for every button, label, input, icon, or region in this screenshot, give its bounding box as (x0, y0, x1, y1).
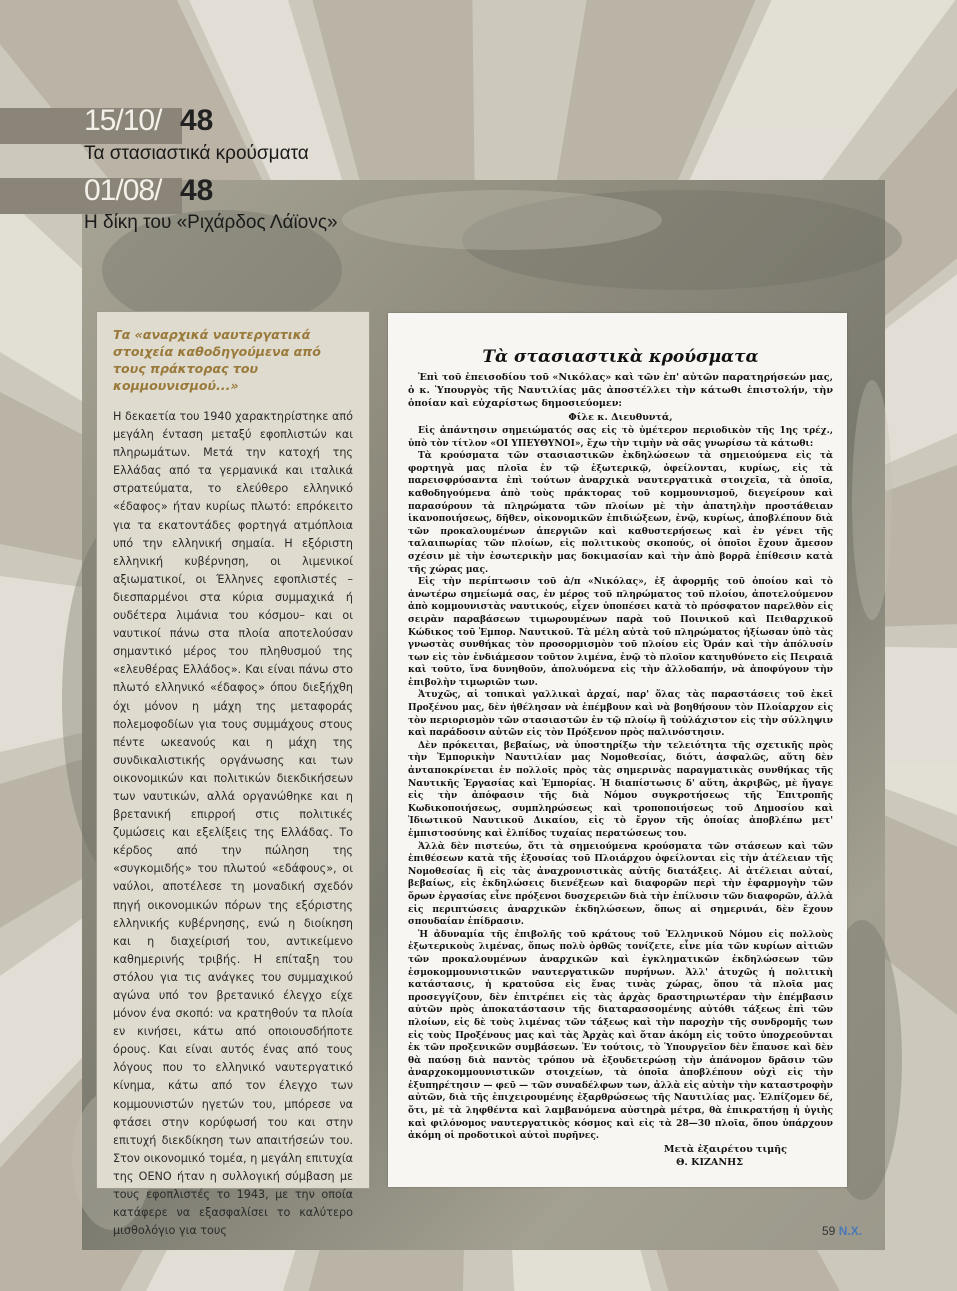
clipping-greeting: Φίλε κ. Διευθυντά, (568, 412, 673, 423)
sidebar-body: Η δεκαετία του 1940 χαρακτηρίστηκε από μεγάλη ένταση μεταξύ εφοπλιστών και πληρωμάτων. Μετά την κατοχή της Ελλάδας από τα γερμανικά και ιταλικά στρατεύματα, το ελεύθερο ελληνικό «έδαφος» ήταν κυρίως πλωτό: επρόκειτο για τα εκατοντάδες φορτηγά ατμόπλοια υπό την ελληνική σημαία. Η εξόριστη ελληνική κυβέρνηση, οι λιμενικοί αξιωματικοί, οι Έλληνες εφοπλιστές –διεσπαρμένοι στα κύρια συμμαχικά ή ουδέτερα λιμάνια του κόσμου– και οι ναυτικοί πάνω στα πλοία αποτελούσαν σημαντικό μέρος του πληθυσμού της «ελευθέρας Ελλάδος». Και είναι πάνω στο πλωτό ελληνικό «έδαφος» όπου διεξήχθη όχι μόνον η μάχη της μεταφοράς πολεμοφοδίων για τους συμμάχους στους πέντε ωκεανούς και η μάχη της συνδικαλιστικής οργάνωσης και των οικονομικών και πολιτικών διεκδικήσεων των ναυτικών, αλλά οργανώθηκε και η βρετανική επιρροή στις πολιτικές ζυμώσεις και εξελίξεις της Ελλάδας. Το κέρδος από την πώληση της «συγκομιδής» του πλωτού «εδάφους», οι ναύλοι, αποτέλεσε τη μοναδική σχεδόν πηγή οικονομικών πόρων της εξόριστης ελληνικής κυβέρνησης, ενώ η διοίκηση και η διαχείρισή του, αντικείμενο καθημερινής τριβής. Η επίταξη του στόλου για τις ανάγκες του συμμαχικού αγώνα υπό τον βρετανικό έλεγχο είχε μόνον ένα σκοπό: να κρατηθούν τα πλοία εν κινήσει, κάτω από οποιουσδήποτε όρους. Και είναι αυτός ένας από τους λόγους που το ελληνικό ναυτεργατικό κίνημα, κάτω από τον έλεγχο των κομμουνιστών ηγετών του, μπόρεσε να φτάσει στην κορύφωσή του και στην επιτυχή διεκδίκηση των απαιτήσεών του. Στον οικονομικό τομέα, η μεγάλη επιτυχία της ΟΕΝΟ ήταν η συλλογική σύμβαση με τους εφοπλιστές το 1943, με την οποία κατάφερε να εξασφαλίσει το καλύτερο μισθολόγιο για τους (113, 410, 353, 1238)
entry2-title: Η δίκη του «Ριχάρδος Λάϊονς» (84, 212, 338, 233)
clipping-paragraph: Ἀτυχῶς, αἱ τοπικαὶ γαλλικαὶ ἀρχαί, παρ' ὅλας τὰς παραστάσεις τοῦ ἐκεῖ Προξένου μας, δὲν ἠθέλησαν νὰ ἐπέμβουν καὶ νὰ βοηθήσουν τὸν Πλοίαρχον εἰς τὸν περιορισμὸν τῶν στασιαστῶν ἐν τῷ πλοίῳ ἢ τοὐλάχιστον εἰς τὴν σύλληψιν καὶ παράδοσιν αὐτῶν εἰς τὸν Πρόξενον πρὸς παλινόστησιν. (408, 689, 833, 739)
clipping-paragraph: Εἰς τὴν περίπτωσιν τοῦ ἀ/π «Νικόλας», ἐξ ἀφορμῆς τοῦ ὁποίου καὶ τὸ ἀνωτέρω σημείωμά σας, ἐν μέρος τοῦ πληρώματος τοῦ πλοίου, ἀποτελούμενον ἀπὸ κομμουνιστὰς ναυτικούς, εἶχεν ὑποπέσει κατὰ τὸ πρόσφατον παρελθὸν εἰς σειρὰν παραβάσεων τιμωρουμένων παρὰ τοῦ Ποινικοῦ καὶ Πειθαρχικοῦ Κώδικος τοῦ Ἐμπορ. Ναυτικοῦ. Τὰ μέλη αὐτὰ τοῦ πληρώματος ἠξίωσαν ὑπὸ τὰς γνωστὰς συνθήκας τὸν προσορμισμὸν τοῦ πλοίου εἰς Ὀράν καὶ τὴν ἀπόλυσίν των εἰς τὸν ἐνδιάμεσον τοῦτον λιμένα, ἐνῷ τὸ πλοῖον κατηυθύνετο εἰς Πειραιᾶ καὶ τοῦτο, ἵνα δυνηθοῦν, ἀπολυόμενα εἰς τὴν ἀλλοδαπήν, νὰ ἀποφύγουν τὴν ἐπιβολὴν τιμωριῶν των. (408, 576, 833, 688)
entry1-date: 15/10/ (84, 104, 162, 137)
clipping-paragraph: Τὰ κρούσματα τῶν στασιαστικῶν ἐκδηλώσεων τὰ σημειούμενα εἰς τὰ φορτηγὰ μας πλοῖα ἐν τῷ ἐξωτερικῷ, ὀφείλονται, κυρίως, εἰς τὰ παρεισφρύσαντα ἐπὶ τούτων ἀναρχικὰ ναυτεργατικὰ στοιχεῖα, τὰ ὁποῖα, καθοδηγούμενα ἀπὸ τοὺς πράκτορας τοῦ κομμουνισμοῦ, διεγείρουν καὶ παρασύρουν τὰ πληρώματα τῶν πλοίων μὲ τὴν ἀπατηλὴν προστάθειαν ἱκανοποιήσεως, δῆθεν, οἰκονομικῶν ἐπιδιώξεων, ἐνῷ, κυρίως, ἀποβλέπουν διὰ τῶν προκαλουμένων ἀπεργιῶν καὶ καθυστερήσεως καὶ ἐν γένει τῆς ταλαιπωρίας τῶν πλοίων, εἰς πολιτικοὺς σκοπούς, οἱ ὁποῖοι ἔχουν ἄμεσον σχέσιν μὲ τὴν ἐσωτερικὴν μας δοκιμασίαν καὶ τὴν ἀπὸ βορρᾶ ἐπίθεσιν κατὰ τῆς χώρας μας. (408, 450, 833, 575)
clipping-paragraph: Ἡ ἀδυναμία τῆς ἐπιβολῆς τοῦ κράτους τοῦ Ἑλληνικοῦ Νόμου εἰς πολλοὺς ἐξωτερικοὺς λιμένας, ὅπως πολὺ ὀρθῶς τονίζετε, εἶνε μία τῶν κυρίων αἰτιῶν τῶν προκαλουμένων ἀναρχικῶν καὶ ἐγκληματικῶν ἐκδηλώσεων τῶν ἐσμοκομμουνιστικῶν ναυτεργατικῶν πυρήνων. Ἀλλ' ἀτυχῶς ἡ πολιτικὴ κατάστασις, ἡ κρατοῦσα εἰς ἕνας τινὰς χώρας, ὅπου τὰ πλοῖα μας προσεγγίζουν, δὲν ἐπιτρέπει εἰς τὰς ἀρχὰς δραστηριωτέραν τὴν ἐπέμβασιν αὐτῶν πρὸς ἀποκατάστασιν τῆς διαταρασσομένης αὐτόθι τάξεως ἐπὶ τῶν πλοίων, εἰς δὲ τοὺς λιμένας τῶν τάξεως καὶ τὴν παροχὴν τῆς συνδρομῆς των εἰς τοὺς Προξένους μας καὶ τὰς Ἀρχὰς καὶ ὅταν ἀκόμη εἰς τοῦτο ὑποχρεοῦνται ἐκ τῶν προξενικῶν συμβάσεων. Ἐν τούτοις, τὸ Ὑπουργεῖον δὲν ἔπαυσε καὶ δὲν θὰ παύσῃ διὰ παντὸς τρόπου νὰ ἐξουδετερώσῃ τὴν ἀπάνομον δρᾶσιν τῶν ἀναρχοκομμουνιστικῶν στοιχείων, τὰ ὁποῖα ἀποβλέπουν οὐχὶ εἰς τὴν ἐξυπηρέτησιν — φεῦ — τῶν συναδέλφων των, ἀλλὰ εἰς αὐτὴν τὴν καταστροφὴν αὐτῶν, διὰ τῆς ἐπιχειρουμένης ἐξαρθρώσεως τῆς Ναυτιλίας μας. Ἐλπίζομεν δέ, ὅτι, μὲ τὰ ληφθέντα καὶ λαμβανόμενα αὐστηρὰ μέτρα, θὰ ἐπικρατήσῃ ἡ ὑγιὴς καὶ φιλόνομος ναυτεργατικὸς κόσμος καὶ εἰς τὰ 28—30 πλοῖα, ὅπου ὑπάρχουν ἀκόμη οἱ προδοτικοὶ αὐτοὶ πυρῆνες. (408, 928, 833, 1142)
clipping-paragraph: Εἰς ἀπάντησιν σημειώματός σας εἰς τὸ ὑμέτερον περιοδικὸν τῆς 1ης τρέχ., ὑπὸ τὸν τίτλον «ΟΙ ΥΠΕΥΘΥΝΟΙ», ἔχω τὴν τιμὴν νὰ σᾶς γνωρίσω τὰ κάτωθι: (408, 425, 833, 449)
entry2-year: 48 (180, 174, 214, 207)
clipping-paragraph: Δὲν πρόκειται, βεβαίως, νὰ ὑποστηρίξω τὴν τελειότητα τῆς σχετικῆς πρὸς τὴν Ἐμπορικὴν Ναυτιλίαν μας Νομοθεσίας, διότι, ἀσφαλῶς, αὕτη δὲν ἀνταποκρίνεται ἐν πολλοῖς πρὸς τὰς σημερινὰς παραγματικὰς συνθήκας τῆς Ναυτικῆς Ἐργασίας καὶ Ἐμπορίας. Ἡ διαπίστωσις δ' αὕτη, ἀκριβῶς, μὲ ἤγαγε εἰς τὴν ἀπόφασιν τῆς διὰ Νόμου συγκροτήσεως τῆς Ἐπιτροπῆς Κωδικοποιήσεως, συμπληρώσεως καὶ τροποποιήσεως τοῦ Δημοσίου καὶ Ἰδιωτικοῦ Ναυτικοῦ Δικαίου, εἰς τὸ ἔργον τῆς ὁποίας ἀποβλέπω μετ' ἐμπιστοσύνης καὶ ἐλπίδος τυχαίας περατώσεως του. (408, 739, 833, 839)
clipping-intro: Ἐπὶ τοῦ ἐπεισοδίου τοῦ «Νικόλας» καὶ τῶν ἐπ' αὐτῶν παρατηρήσεών μας, ὁ κ. Ὑπουργὸς τῆς Ναυτιλίας μᾶς ἀποστέλλει τὴν κάτωθι ἐπιστολήν, τὴν ὁποίαν καὶ εὐχαρίστως δημοσιεύομεν: (408, 372, 833, 409)
clipping-signature: Θ. ΚΙΖΑΝΗΣ (676, 1156, 743, 1168)
entry2-date: 01/08/ (84, 174, 162, 207)
magazine-name: Ν.Χ. (838, 1224, 863, 1238)
clipping-paragraph: Ἀλλὰ δὲν πιστεύω, ὅτι τὰ σημειούμενα κρούσματα τῶν στάσεων καὶ τῶν ἐπιθέσεων κατὰ τῆς ἐξουσίας τοῦ Πλοιάρχου ὀφείλονται εἰς τὴν ἀτέλειαν τῆς Νομοθεσίας ἢ εἰς τὰς ἀναχρονιστικὰς αὐτῆς διατάξεις. Αἱ ἀτέλειαι αὐταί, βεβαίως, εἰς ἐκδηλώσεις διενέξεων καὶ διαφορῶν περὶ τὴν ἐφαρμογὴν τῶν ὅρων ἐργασίας εἶνε πρόξενοι δυσχερειῶν διὰ τὴν ἐπίλυσιν τῶν διαφορῶν, ἀλλὰ εἰς περιπτώσεις ἀναρχικῶν ἐκδηλώσεων, ὅπως αἱ σημερινάι, δὲν ἔχουν σπουδαίαν ἐπίδρασιν. (408, 840, 833, 928)
clipping-closing: Μετὰ ἐξαιρέτου τιμῆς (663, 1143, 787, 1155)
entry1-year: 48 (180, 104, 214, 137)
clipping-title: Τὰ στασιαστικὰ κρούσματα (482, 347, 759, 367)
page-number-value: 59 (822, 1224, 836, 1238)
sidebar-title: Τα «αναρχικά ναυτεργατικά στοιχεία καθοδηγούμενα από τους πράκτορας του κομμουνισμού...» (113, 327, 321, 393)
page-number (822, 1224, 862, 1238)
entry1-title: Τα στασιαστικά κρούσματα (84, 143, 309, 164)
newspaper-clipping (388, 313, 847, 1187)
sidebar-article (96, 311, 370, 1238)
